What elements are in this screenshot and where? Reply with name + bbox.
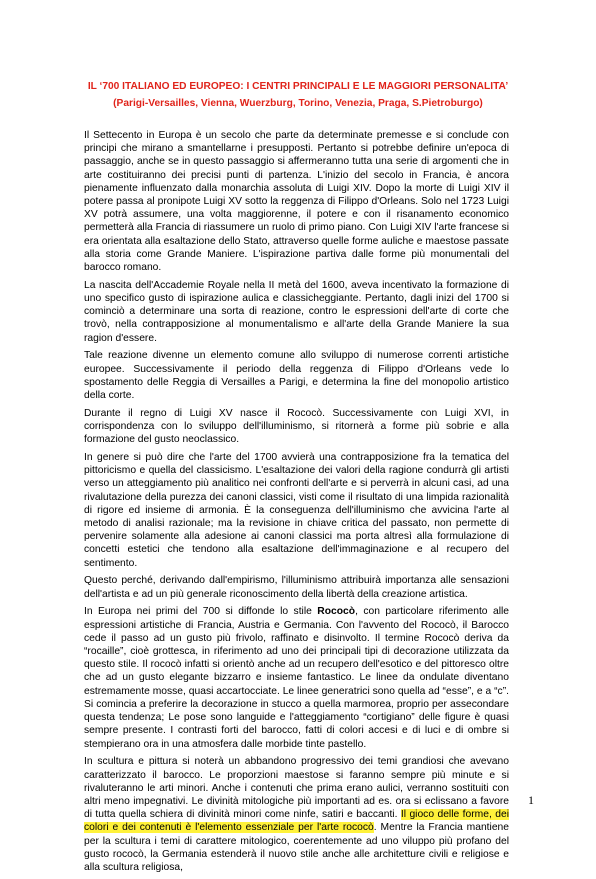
text-run: . Mentre la Francia mantiene per la scultura i temi di carattere mitologico, coerentemente ad uno viluppo più profano del gusto rococò, la Germania estenderà il nuovo stile anche alle architetture civili e religiose e alla scultura religiosa, xyxy=(84,822,510,873)
paragraph-rococo xyxy=(84,605,509,750)
document-body xyxy=(84,129,509,879)
paragraph: Tale reazione divenne un elemento comune allo sviluppo di numerose correnti artistiche europee. Successivamente il periodo della reggenza di Filippo d'Orleans vede lo spostamento delle Reggia di Versailles a Parigi, e determina la fine del monopolio artistico della corte. xyxy=(84,350,509,402)
paragraph: Il Settecento in Europa è un secolo che parte da determinate premesse e si conclude con principi che mirano a smantellarne i presupposti. Pertanto si potrebbe definire un'epoca di passaggio, anche se in questo passaggio si affermeranno tutta una serie di argomenti che in arte costituiranno dei precisi punti di partenza. L'inizio del secolo in Francia, è ancora pienamente influenzato dalla monarchia assoluta di Luigi XIV. Dopo la morte di Luigi XIV il potere passa al pronipote Luigi XV sotto la reggenza di Filippo d'Orleans. Solo nel 1723 Luigi XV potrà assumere, una volta maggiorenne, il potere e con il risanamento economico permetterà alla Francia di riassumere un ruolo di primo piano. Con Luigi XIV l'arte francese si era orientata alla esaltazione dello Stato, attraverso quelle forme auliche e maestose passate alla storia come Grande Maniere. L'ispirazione partiva dalle forme più monumentali del barocco romano. xyxy=(84,130,509,274)
paragraph: In genere si può dire che l'arte del 1700 avvierà una contrapposizione fra la tematica del pittoricismo e quella del classicismo. L'esaltazione dei valori della ragione condurrà gli artisti verso un atteggiamento più analitico nei confronti dell'arte e si perverrà in alcuni casi, ad una rivalutazione della purezza dei canoni classici, visti come il risultato di una limpida razionalità di rigore ed insieme di armonia. È la conseguenza dell'illuminismo che avvicina l'arte al metodo di analisi razionale; ma la revisione in chiave critica del passato, non permette di pervenire solamente alla adesione ai canoni classici ma porta altresì alla formulazione di concetti estetici che tendono alla esaltazione dell'immaginazione e al recupero del sentimento. xyxy=(84,452,509,569)
document-title: IL ‘700 ITALIANO ED EUROPEO: I CENTRI PRINCIPALI E LE MAGGIORI PERSONALITA’ xyxy=(87,81,509,92)
document-subtitle: (Parigi-Versailles, Vienna, Wuerzburg, Torino, Venezia, Praga, S.Pietroburgo) xyxy=(113,98,483,109)
paragraph: Questo perché, derivando dall'empirismo, l'illuminismo attribuirà importanza alle sensazioni dell'artista e ad un più generale riconoscimento della libertà della creazione artistica. xyxy=(84,575,509,600)
text-run: In Europa nei primi del 700 si diffonde lo stile xyxy=(84,606,318,618)
paragraph-sculpture xyxy=(84,755,509,874)
text-run: , con particolare riferimento alle espressioni artistiche di Francia, Austria e Germania. Con l'avvento del Rococò, il Barocco cede il passo ad un gusto più frivolo, raffinato e disinvolto. Il termine Rococò deriva da “rocaille”, cioè grottesca, in riferimento ad uno dei principali tipi di decorazione utilizzata da questo stile. Il rococò infatti si orientò anche ad un recupero dell'esotico e del pittoresco oltre che ad un gusto elegante bizzarro e insieme fantastico. Le linee da ondulate diventano estremamente mosse, quasi accartocciate. Le linee generatrici sono quella ad “esse”, e a “c”. Si comincia a preferire la decorazione in stucco a quella marmorea, proprio per assecondare questa tendenza; Le pose sono languide e l'atteggiamento “cortigiano” delle figure è quasi sempre presente. I contrasti forti del barocco, fatti di colori accesi e di luci e di ombre si stempierano ora in una atmosfera dalle morbide tinte pastello. xyxy=(84,606,509,750)
highlighted-text: Il gioco delle forme, dei colori e dei contenuti è l'elemento essenziale per l'arte rococò xyxy=(84,809,509,834)
paragraph: Durante il regno di Luigi XV nasce il Rococò. Successivamente con Luigi XVI, in corrispondenza con lo sviluppo dell'illuminismo, si ritornerà a forme più sobrie e alla formazione del gusto neoclassico. xyxy=(84,407,509,446)
paragraph: La nascita dell'Accademie Royale nella II metà del 1600, aveva incentivato la formazione di uno specifico gusto di ispirazione aulica e classicheggiante. Pertanto, dagli inizi del 1700 si cominciò a determinare una sorta di reazione, contro le espressioni dell'arte di corte che trovò, nella contrapposizione al monumentalismo e all'arte della Grande Maniere la sua ragion d'essere. xyxy=(84,279,509,344)
bold-term-rococo: Rococò xyxy=(317,606,356,618)
text-run: In scultura e pittura si noterà un abbandono progressivo dei temi grandiosi che avevano caratterizzato il barocco. Le proporzioni maestose si faranno sempre più minute e si rivaluteranno le arti minori. Anche i contenuti che prima erano aulici, verranno sostituiti con altri meno impegnativi. Le divinità mitologiche più importanti ad es. ora si eclissano a favore di tutta quella schiera di divinità minori come ninfe, satiri e baccanti. xyxy=(84,756,509,821)
page-number: 1 xyxy=(528,793,534,807)
